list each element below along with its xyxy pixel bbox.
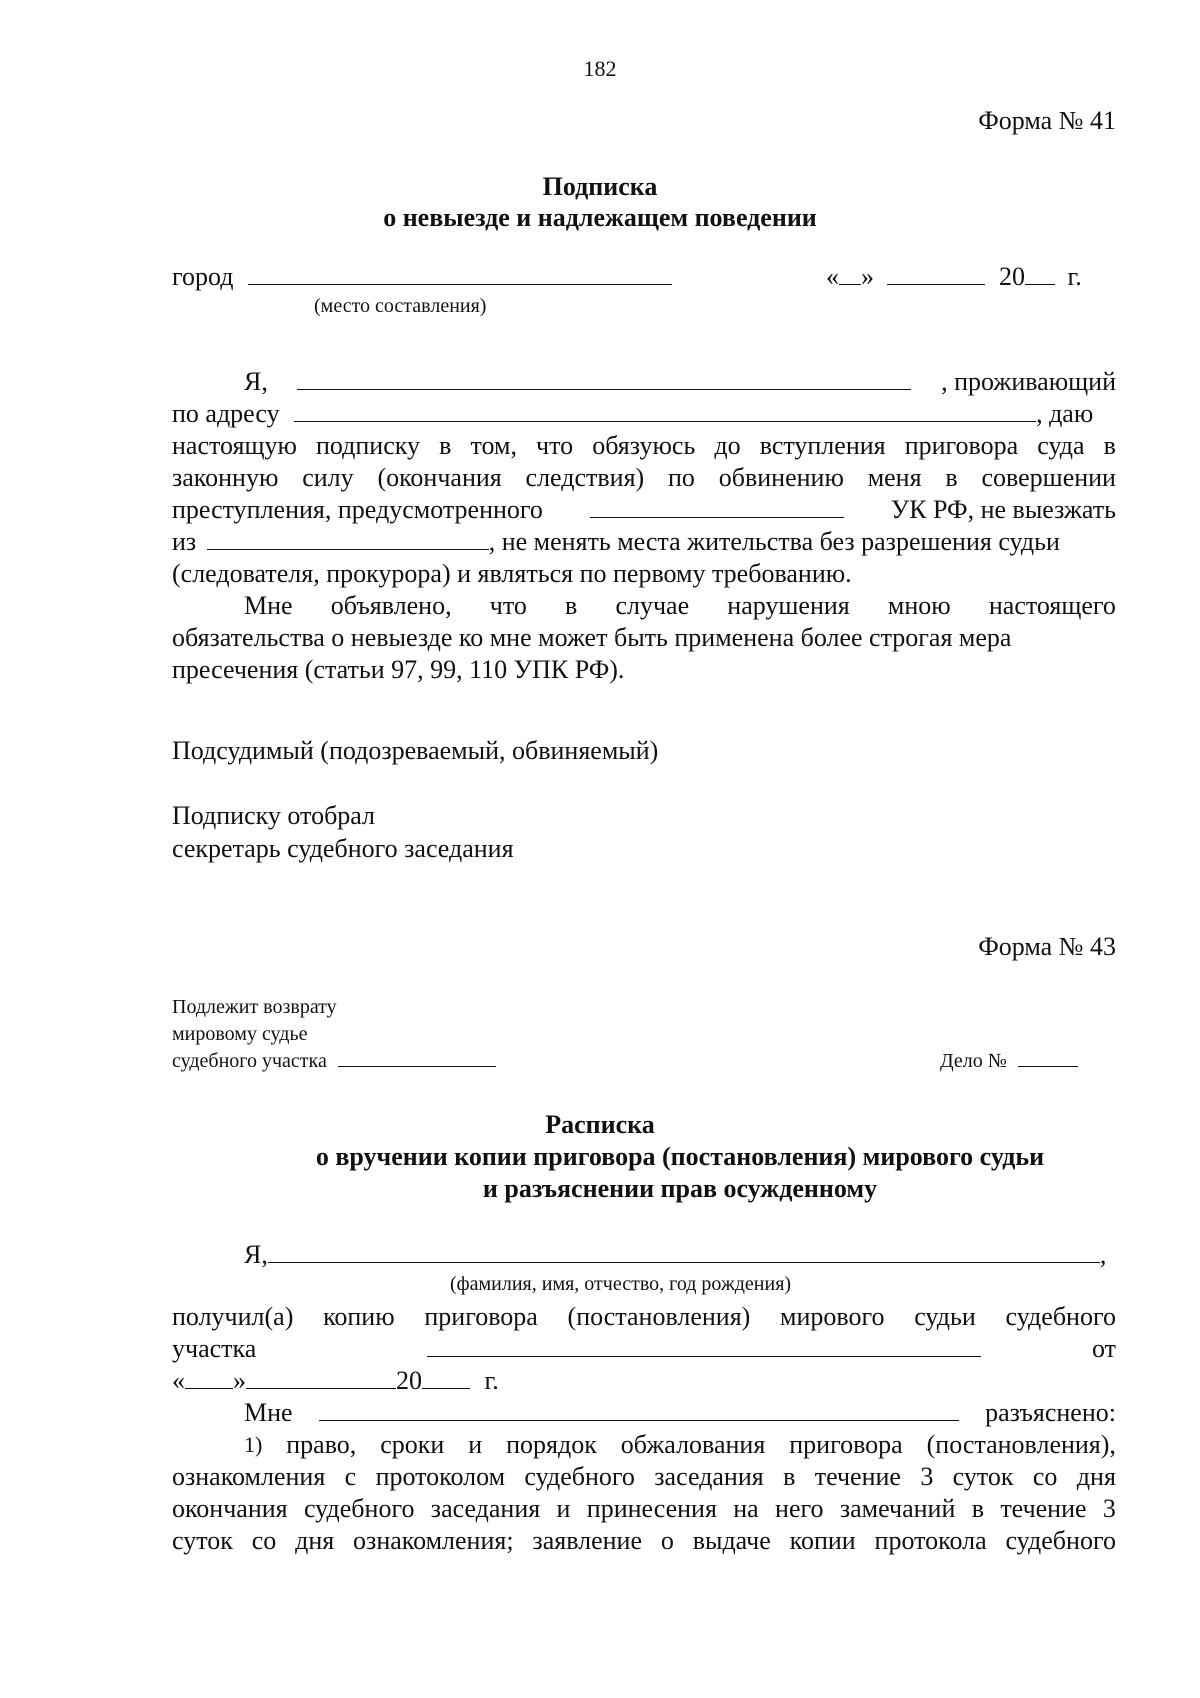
text-word: обвинению <box>718 463 844 492</box>
text-word: (постановления) <box>567 1302 751 1331</box>
text-word: Мне <box>244 1398 293 1427</box>
text-word: окончания <box>172 1494 288 1523</box>
text-word: мною <box>887 591 951 620</box>
p1-line2 <box>172 399 1093 429</box>
p1-line5 <box>172 495 1116 525</box>
text-word: Я, <box>244 367 268 396</box>
text-word: до <box>714 431 741 460</box>
received-line2 <box>172 1334 1116 1364</box>
court-section-number-blank <box>427 1334 981 1357</box>
text-word: меня <box>867 463 922 492</box>
city-blank <box>248 262 672 285</box>
text-word: приговора <box>789 1430 903 1459</box>
text-word: судебного <box>1005 1302 1116 1331</box>
text-word: что <box>536 431 574 460</box>
text-word: в <box>439 431 452 460</box>
text-word: мирового <box>780 1302 885 1331</box>
text-word: в <box>783 1462 796 1491</box>
text-word: суток <box>952 1462 1014 1491</box>
text-word: приговора <box>424 1302 538 1331</box>
text-word: копии <box>789 1526 856 1555</box>
text-word: судебного <box>1005 1526 1116 1555</box>
text-word: со <box>251 1526 277 1555</box>
text-word: преступления, предусмотренного <box>172 495 543 524</box>
name-blank <box>297 367 911 390</box>
form-43-label: Форма № 43 <box>978 932 1116 961</box>
text-word: со <box>1032 1462 1058 1491</box>
text-word: УК РФ, не выезжать <box>890 495 1116 524</box>
text-word: судьи <box>914 1302 976 1331</box>
text-word: » <box>861 262 874 291</box>
item1-line4 <box>172 1526 1116 1556</box>
taken-by-label: Подписку отобрал <box>172 801 376 830</box>
return-line2: мировому судье <box>172 1023 308 1045</box>
form-41-subtitle: о невыезде и надлежащем поведении <box>383 203 817 232</box>
text-word: дня <box>1076 1462 1116 1491</box>
place-caption: (место составления) <box>314 295 487 317</box>
text-word: ознакомления; <box>353 1526 514 1555</box>
text-word: протокола <box>874 1526 987 1555</box>
text-word: » <box>233 1366 246 1395</box>
text-word: 3 <box>1102 1494 1116 1523</box>
text-word: дня <box>295 1526 335 1555</box>
text-word: , не менять места жительства без разрешения судьи <box>488 527 1060 556</box>
text-word: и <box>468 1430 483 1459</box>
page-number: 182 <box>583 56 617 81</box>
text-word: обязуюсь <box>592 431 696 460</box>
text-word: заявление <box>532 1526 643 1555</box>
text-word: принесения <box>586 1494 717 1523</box>
received-year-blank <box>422 1366 470 1389</box>
city-row <box>172 262 672 292</box>
text-word: о <box>660 1526 674 1555</box>
form-43-title: Расписка <box>545 1110 655 1139</box>
return-line1: Подлежит возврату <box>172 996 337 1018</box>
text-word: Дело № <box>940 1050 1007 1072</box>
received-day-blank <box>185 1366 233 1389</box>
text-word: по <box>668 463 695 492</box>
p2-line2: обязательства о невыезде ко мне может быть применена более строгая мера <box>172 623 1012 652</box>
item1-line1 <box>172 1430 1116 1460</box>
text-word: судебного <box>303 1494 415 1523</box>
received-month-blank <box>246 1366 396 1389</box>
text-word: и <box>556 1494 571 1523</box>
text-word: замечаний <box>839 1494 956 1523</box>
text-word: в <box>565 591 578 620</box>
text-word: нарушения <box>727 591 850 620</box>
p1-line7: (следователя, прокурора) и являться по первому требованию. <box>172 559 852 588</box>
text-word: Я, <box>244 1240 268 1269</box>
text-word: участка <box>172 1334 257 1363</box>
text-word: выдаче <box>692 1526 771 1555</box>
form-41-title: Подписка <box>542 172 658 201</box>
text-word: (постановления), <box>926 1430 1116 1459</box>
text-word: от <box>1091 1334 1116 1363</box>
court-section-blank <box>338 1049 496 1067</box>
text-word: , даю <box>1036 399 1094 428</box>
text-word: на <box>733 1494 759 1523</box>
text-word: следствия) <box>525 463 645 492</box>
case-number <box>940 1049 1078 1073</box>
explainer-blank <box>319 1398 959 1421</box>
text-word: суда <box>1037 431 1085 460</box>
text-word: вступления <box>759 431 886 460</box>
text-word: что <box>489 591 527 620</box>
p1-line4 <box>172 463 1116 493</box>
text-word: течение <box>1000 1494 1087 1523</box>
text-word: Мне <box>244 591 293 620</box>
text-word: в <box>945 463 958 492</box>
text-word: законную <box>172 463 279 492</box>
text-word: , <box>1099 1240 1107 1269</box>
text-word: сроки <box>380 1430 445 1459</box>
text-word: приговора <box>904 431 1019 460</box>
text-word: суток <box>172 1526 233 1555</box>
text-word: него <box>775 1494 824 1523</box>
text-word: настоящего <box>988 591 1116 620</box>
text-word: 1) <box>244 1432 263 1457</box>
text-word: случае <box>615 591 690 620</box>
text-word: г. <box>484 1366 499 1395</box>
text-word: (окончания <box>377 463 502 492</box>
received-date-line <box>172 1366 499 1396</box>
text-word: г. <box>1067 262 1082 291</box>
item1-line2 <box>172 1462 1116 1492</box>
text-word: в <box>971 1494 984 1523</box>
return-line3 <box>172 1049 496 1073</box>
text-word: получил(а) <box>172 1302 294 1331</box>
p2-line1 <box>172 591 1116 621</box>
text-word: течение <box>814 1462 901 1491</box>
text-word: совершении <box>981 463 1116 492</box>
text-word: , проживающий <box>941 367 1116 396</box>
text-word: подписку <box>316 431 421 460</box>
fio-blank <box>268 1240 1100 1263</box>
text-word: 20 <box>396 1366 422 1395</box>
text-word: судебного <box>524 1462 635 1491</box>
text-word: судебного участка <box>172 1050 327 1072</box>
locality-blank <box>207 527 489 550</box>
fio-caption: (фамилия, имя, отчество, год рождения) <box>450 1273 792 1295</box>
text-word: разъяснено: <box>985 1398 1116 1427</box>
defendant-signature-label: Подсудимый (подозреваемый, обвиняемый) <box>172 736 659 765</box>
text-word: заседания <box>654 1462 764 1491</box>
secretary-label: секретарь судебного заседания <box>172 834 514 863</box>
text-word: 20 <box>999 262 1025 291</box>
text-word: в <box>1103 431 1116 460</box>
year-blank <box>1025 262 1055 285</box>
text-word: 3 <box>920 1462 934 1491</box>
text-word: настоящую <box>172 431 297 460</box>
text-word: порядок <box>506 1430 597 1459</box>
text-word: протоколом <box>375 1462 506 1491</box>
article-blank <box>590 495 844 518</box>
form-41-label: Форма № 41 <box>978 106 1116 135</box>
received-line1 <box>172 1302 1116 1332</box>
text-word: обжалования <box>620 1430 766 1459</box>
text-word: с <box>344 1462 357 1491</box>
case-number-blank <box>1018 1049 1078 1067</box>
text-word: заседания <box>430 1494 541 1523</box>
text-word: « <box>826 262 839 291</box>
ya-line <box>244 1240 1106 1270</box>
text-word: объявлено, <box>330 591 452 620</box>
text-word: силу <box>302 463 354 492</box>
explained-line <box>172 1398 1116 1428</box>
p1-line3 <box>172 431 1116 461</box>
date-row <box>826 262 1082 292</box>
text-word: том, <box>470 431 517 460</box>
month-blank <box>887 262 985 285</box>
city-label: город <box>172 262 234 291</box>
p1-line6 <box>172 527 1060 557</box>
p2-line3: пресечения (статьи 97, 99, 110 УПК РФ). <box>172 655 625 684</box>
text-word: « <box>172 1366 185 1395</box>
text-word: право, <box>286 1430 357 1459</box>
day-blank <box>839 262 861 285</box>
text-word: по адресу <box>172 399 280 428</box>
address-blank <box>294 399 1036 422</box>
item1-line3 <box>172 1494 1116 1524</box>
text-word: копию <box>323 1302 395 1331</box>
form-43-subtitle-2: и разъяснении прав осужденному <box>482 1174 878 1203</box>
text-word: из <box>172 527 197 556</box>
form-43-subtitle-1: о вручении копии приговора (постановления) мирового судьи <box>315 1142 1045 1171</box>
p1-line1 <box>172 367 1116 397</box>
text-word: ознакомления <box>172 1462 326 1491</box>
